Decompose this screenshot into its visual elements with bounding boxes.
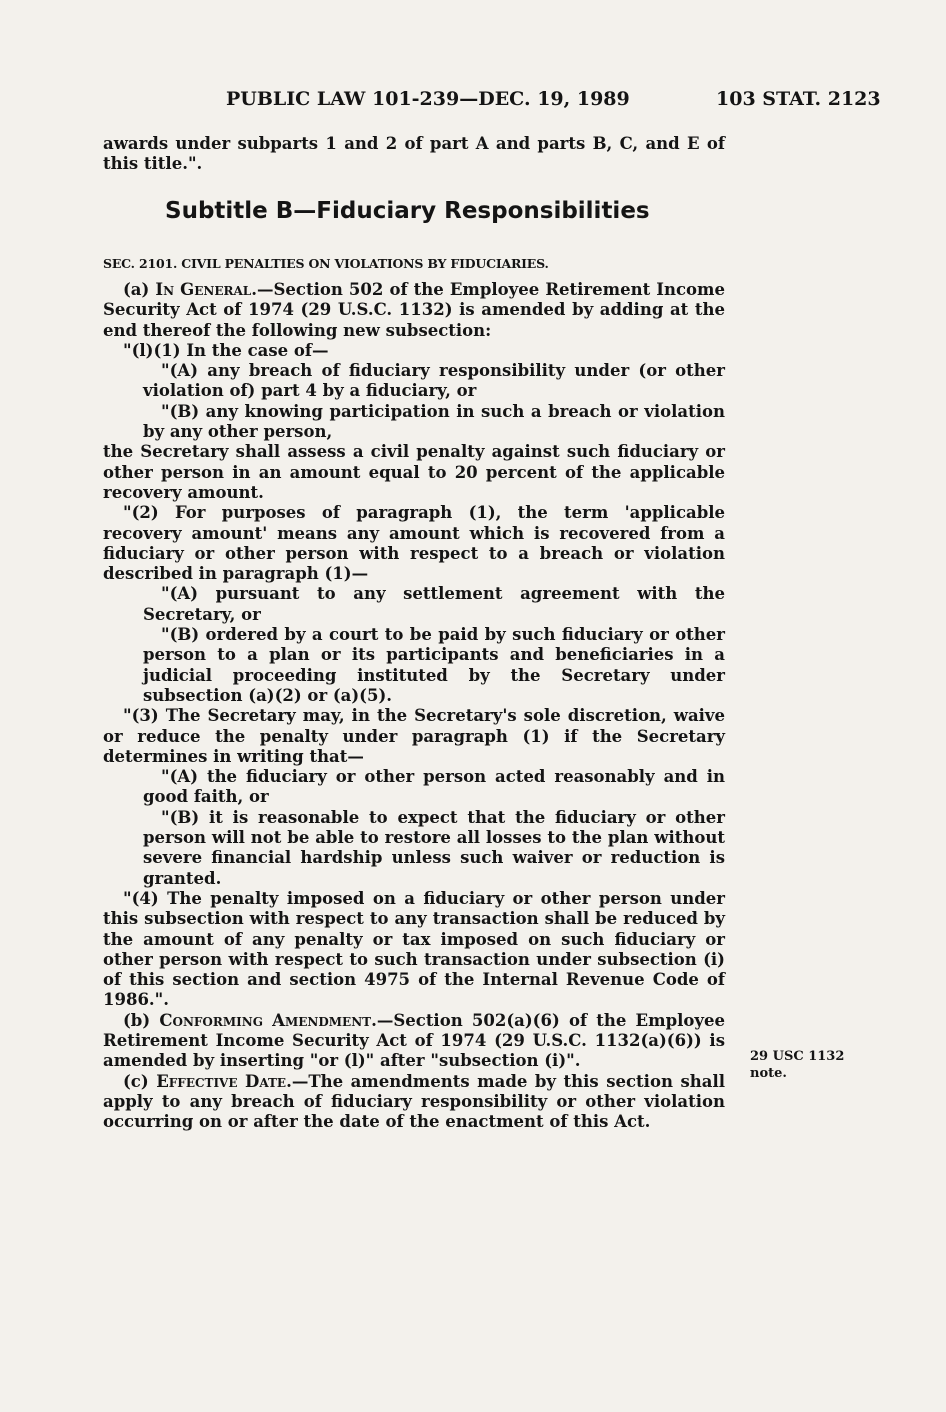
subsection-c bbox=[103, 1072, 725, 1133]
subsection-a-caption: In General bbox=[155, 280, 252, 299]
subsection-c-text: .—The amendments made by this section shall apply to any breach of fiduciary responsibility or other violation occurring on or after the date of the enactment of this Act. bbox=[103, 1071, 725, 1132]
page-stat-number: 103 STAT. 2123 bbox=[716, 88, 881, 110]
paragraph-l4: "(4) The penalty imposed on a fiduciary or other person under this subsection with respect to any transaction shall be reduced by the amount of any penalty or tax imposed on such fiduciary or other person with respect to such transaction under subsection (i) of this section and section 4975 of the Internal Revenue Code of 1986.". bbox=[103, 888, 725, 1010]
subsection-a-lead: (a) bbox=[123, 280, 150, 299]
paragraph-l1-flush: the Secretary shall assess a civil penalty against such fiduciary or other person in an amount equal to 20 percent of the applicable recovery amount. bbox=[103, 442, 725, 502]
paragraph-l1: "(l)(1) In the case of— bbox=[123, 340, 329, 360]
margin-note bbox=[750, 1048, 844, 1082]
paragraph-l3: "(3) The Secretary may, in the Secretary's sole discretion, waive or reduce the penalty under paragraph (1) if the Secretary determines in writing that— bbox=[103, 706, 725, 766]
subsection-a-text: .—Section 502 of the Employee Retirement Income Security Act of 1974 (29 U.S.C. 1132) is amended by adding at the end thereof the following new subsection: bbox=[103, 280, 725, 340]
subsection-c-lead: (c) bbox=[123, 1071, 149, 1091]
margin-note-citation: 29 USC 1132 bbox=[750, 1049, 845, 1064]
paragraph-l1-b: "(B) any knowing participation in such a breach or violation by any other person, bbox=[143, 401, 725, 442]
intro-text: awards under subparts 1 and 2 of part A and parts B, C, and E of this title.". bbox=[103, 134, 725, 174]
subsection-b-text: .—Section 502(a)(6) of the Employee Retirement Income Security Act of 1974 (29 U.S.C. 1132(a)(6)) is amended by inserting "or (l)" after "subsection (i)". bbox=[103, 1010, 725, 1071]
paragraph-l2: "(2) For purposes of paragraph (1), the term 'applicable recovery amount' means any amount which is recovered from a fiduciary or other person with respect to a breach or violation described in paragraph (1)— bbox=[103, 503, 725, 584]
subtitle-heading: Subtitle B—Fiduciary Responsibilities bbox=[165, 198, 650, 224]
subsection-b-lead: (b) bbox=[123, 1010, 151, 1030]
section-heading: SEC. 2101. CIVIL PENALTIES ON VIOLATIONS BY FIDUCIARIES. bbox=[103, 256, 549, 271]
paragraph-l3-a: "(A) the fiduciary or other person acted reasonably and in good faith, or bbox=[143, 767, 725, 807]
section-body bbox=[103, 280, 725, 1132]
margin-note-label: note. bbox=[750, 1066, 787, 1081]
subsection-b-caption: Conforming Amendment bbox=[159, 1010, 372, 1030]
paragraph-l1-a: "(A) any breach of fiduciary responsibility under (or other violation of) part 4 by a fiduciary, or bbox=[143, 361, 725, 401]
paragraph-l3-b: "(B) it is reasonable to expect that the fiduciary or other person will not be able to restore all losses to the plan without severe financial hardship unless such waiver or reduction is granted. bbox=[143, 807, 725, 888]
intro-paragraph bbox=[103, 134, 725, 175]
paragraph-l2-a: "(A) pursuant to any settlement agreement with the Secretary, or bbox=[143, 584, 725, 624]
running-header-law: PUBLIC LAW 101-239—DEC. 19, 1989 bbox=[226, 88, 630, 110]
paragraph-l2-b: "(B) ordered by a court to be paid by such fiduciary or other person to a plan or its participants and beneficiaries in a judicial proceeding instituted by the Secretary under subsection (a)(2) or (a)(5). bbox=[143, 625, 725, 705]
subsection-c-caption: Effective Date bbox=[156, 1071, 287, 1091]
subsection-a bbox=[103, 280, 725, 341]
subsection-b bbox=[103, 1011, 725, 1072]
